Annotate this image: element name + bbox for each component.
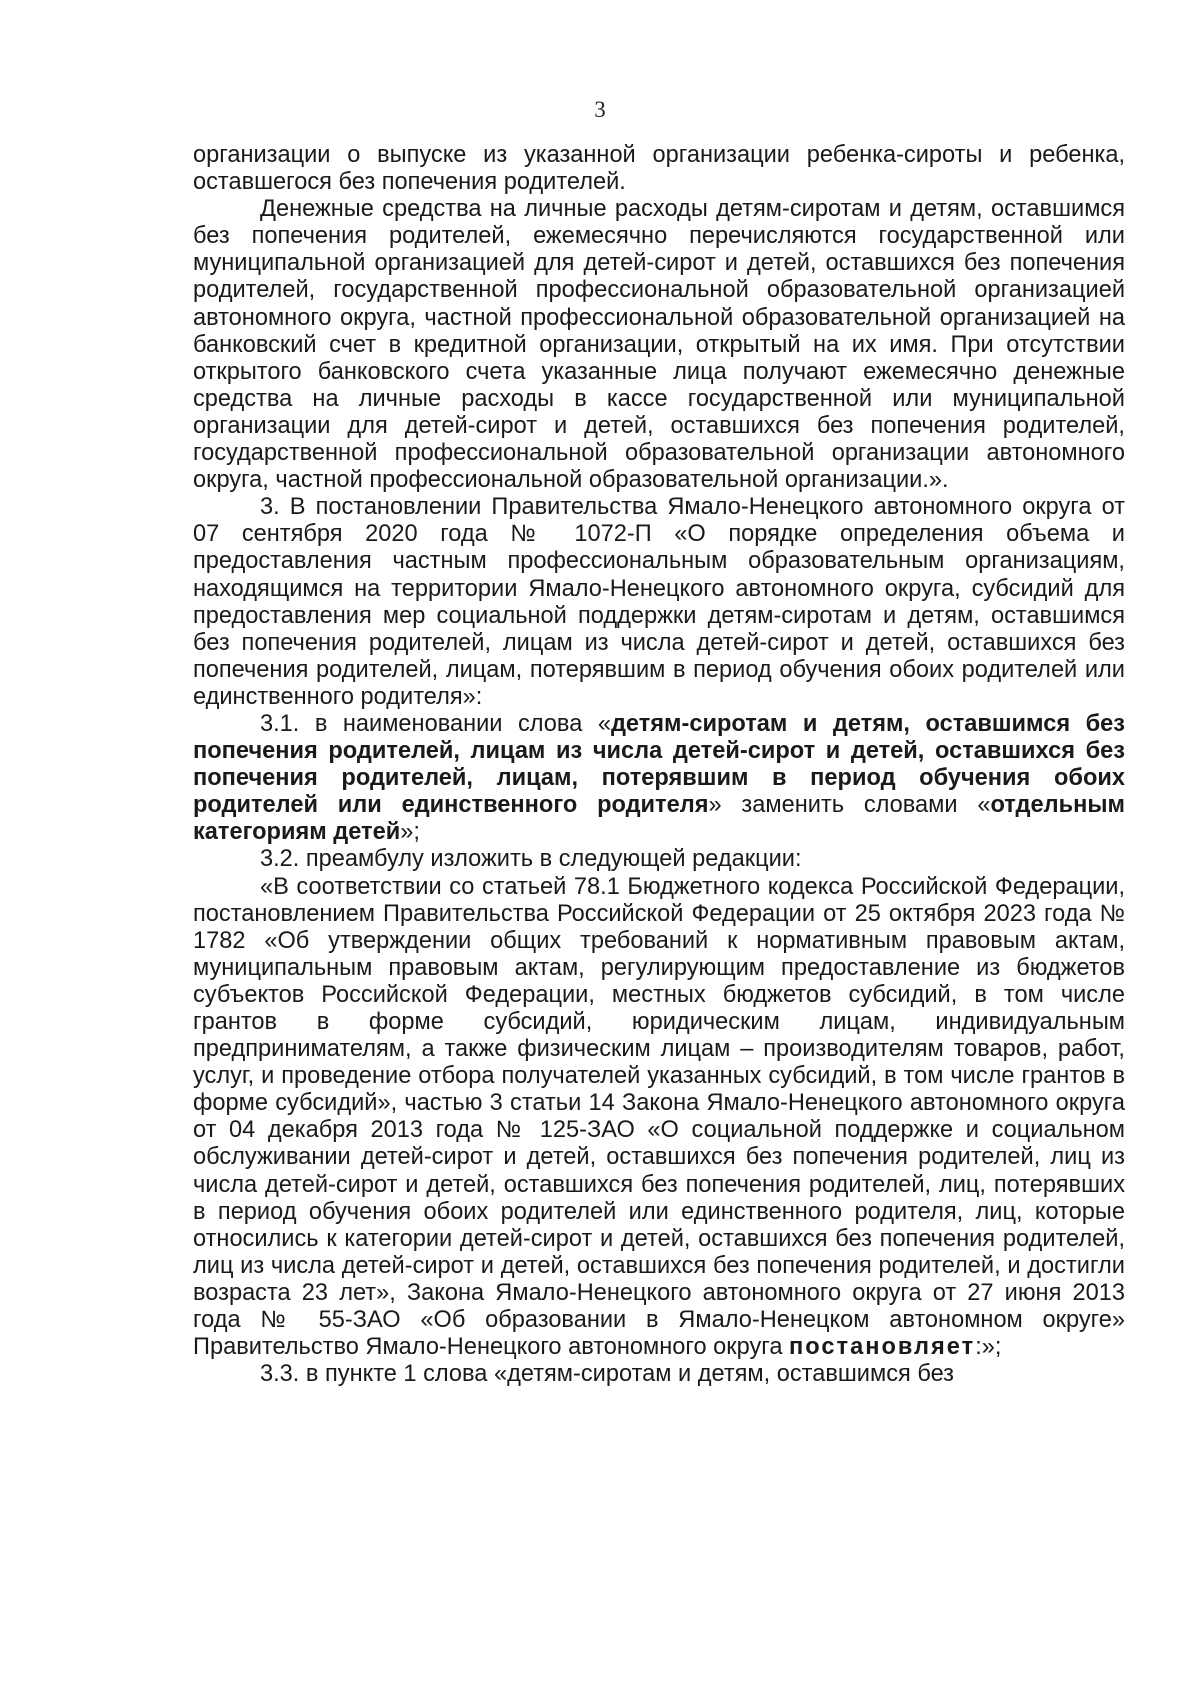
- preamble-text: «В соответствии со статьей 78.1 Бюджетного кодекса Российской Федерации, постановлением Правительства Российской Федерации от 25 октября 2023 года № 1782 «Об утверждении общих требований к нормативным правовым актам, муниципальным правовым актам, регулирующим предоставление из бюджетов субъектов Российской Федерации, местных бюджетов субсидий, в том числе грантов в форме субсидий, юридическим лицам, индивидуальным предпринимателям, а также физическим лицам – производителям товаров, работ, услуг, и проведение отбора получателей указанных субсидий, в том числе грантов в форме субсидий», частью 3 статьи 14 Закона Ямало-Ненецкого автономного округа от 04 декабря 2013 года № 125-ЗАО «О социальной поддержке и социальном обслуживании детей-сирот и детей, оставшихся без попечения родителей, лиц из числа детей-сирот и детей, оставшихся без попечения родителей, лиц, потерявших в период обучения обоих родителей или единственного родителя, лиц, которые относились к категории детей-сирот и детей, оставшихся без попечения родителей, лиц из числа детей-сирот и детей, оставшихся без попечения родителей, и достигли возраста 23 лет», Закона Ямало-Ненецкого автономного округа от 27 июня 2013 года № 55-ЗАО «Об образовании в Ямало-Ненецком автономном округе» Правительство Ямало-Ненецкого автономного округа: [193, 873, 1125, 1361]
- item-3-1-old-words: детям-сиротам и детям, оставшимся без попечения родителей, лицам из числа детей-сирот и детей, оставшихся без попечения родителей, лицам, потерявшим в период обучения обоих родителей или единственного родителя: [193, 710, 1125, 819]
- paragraph-continuation: организации о выпуске из указанной организации ребенка-сироты и ребенка, оставшегося без попечения родителей.: [193, 142, 1125, 196]
- page-number: 3: [594, 97, 606, 122]
- preamble-resolves-word: постановляет: [789, 1334, 976, 1361]
- preamble-suffix: :»;: [975, 1334, 1002, 1361]
- paragraph-item-3-3: 3.3. в пункте 1 слова «детям-сиротам и детям, оставшимся без: [260, 1361, 954, 1388]
- item-3-1-prefix: 3.1. в наименовании слова «: [260, 710, 611, 737]
- paragraph-preamble: [193, 874, 1125, 1362]
- paragraph-personal-expenses: Денежные средства на личные расходы детям-сиротам и детям, оставшимся без попечения родителей, ежемесячно перечисляются государственной или муниципальной организацией для детей-сирот и детей, оставшихся без попечения родителей, государственной профессиональной образовательной организацией автономного округа, частной профессиональной образовательной организацией на банковский счет в кредитной организации, открытый на их имя. При отсутствии открытого банковского счета указанные лица получают ежемесячно денежные средства на личные расходы в кассе государственной или муниципальной организации для детей-сирот и детей, оставшихся без попечения родителей, государственной профессиональной образовательной организации автономного округа, частной профессиональной образовательной организации.».: [193, 196, 1125, 494]
- item-3-1-suffix: »;: [400, 819, 420, 846]
- paragraph-item-3-2: 3.2. преамбулу изложить в следующей редакции:: [260, 846, 802, 873]
- paragraph-item-3-1: [193, 711, 1125, 846]
- item-3-1-middle: » заменить словами «: [708, 792, 991, 819]
- document-body: [193, 142, 1125, 1388]
- item-3-1-new-words: отдельным категориям детей: [193, 792, 1125, 846]
- paragraph-item-3: 3. В постановлении Правительства Ямало-Ненецкого автономного округа от 07 сентября 2020 года № 1072-П «О порядке определения объема и предоставления частным профессиональным образовательным организациям, находящимся на территории Ямало-Ненецкого автономного округа, субсидий для предоставления мер социальной поддержки детям-сиротам и детям, оставшимся без попечения родителей, лицам из числа детей-сирот и детей, оставшихся без попечения родителей, лицам, потерявшим в период обучения обоих родителей или единственного родителя»:: [193, 494, 1125, 710]
